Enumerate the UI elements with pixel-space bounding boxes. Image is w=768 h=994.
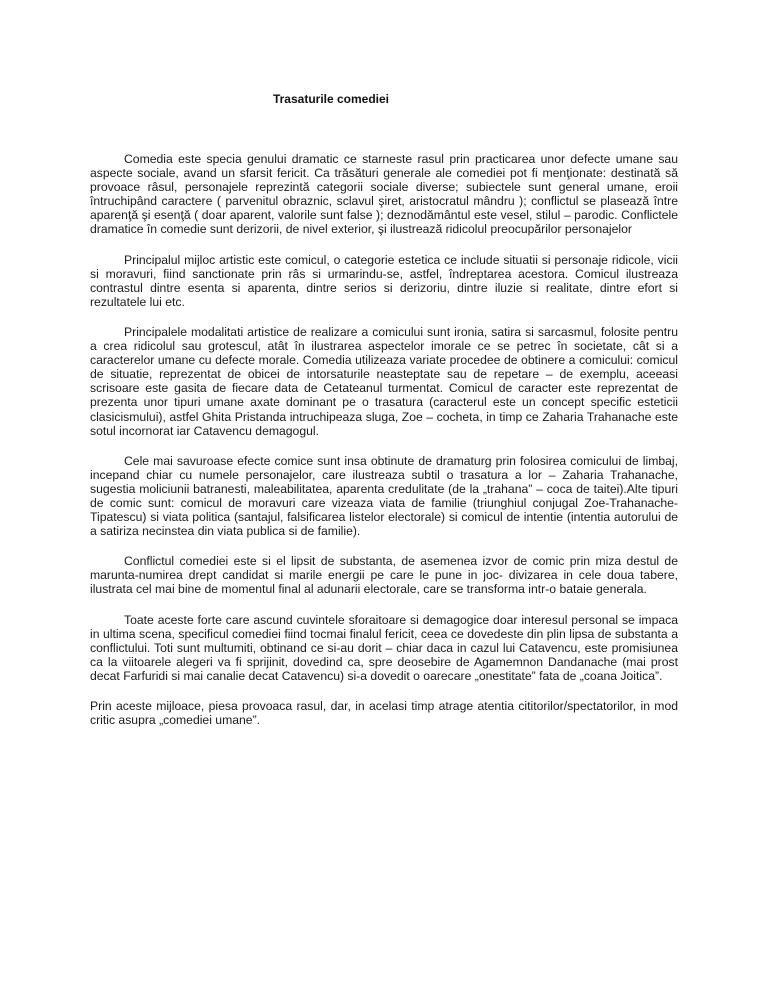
paragraph-conflict: Conflictul comediei este si el lipsit de substanta, de asemenea izvor de comic prin miza destul de marunta-numirea drept candidat si marile energii pe care le pune in joc- divizarea in cele doua tabere, ilustrata cel mai bine de momentul final al adunarii electorale, care se transforma intr-o bataie generala. — [90, 554, 678, 597]
paragraph-conclusion: Prin aceste mijloace, piesa provoaca rasul, dar, in acelasi timp atrage atentia cititorilor/spectatorilor, in mod critic asupra „comediei umane”. — [90, 699, 678, 728]
document-body — [90, 152, 678, 743]
paragraph-comic-device: Principalul mijloc artistic este comicul, o categorie estetica ce include situatii si personaje ridicole, vicii si moravuri, fiind sanctionate prin râs si urmarindu-se, astfel, îndreptarea acestora. Comicul ilustreaza contrastul dintre esenta si aparenta, dintre serios si derizoriu, dintre iluzie si realitate, dintre efort si rezultatele lui etc. — [90, 252, 678, 309]
paragraph-comedy-definition: Comedia este specia genului dramatic ce starneste rasul prin practicarea unor defecte umane sau aspecte sociale, avand un sfarsit fericit. Ca trăsături generale ale comediei pot fi menţionate: destinată să provoace râsul, personajele reprezintă categorii sociale diverse; subiectele sunt general umane, eroii întruchipând caractere ( parvenitul obraznic, sclavul şiret, aristocratul mândru ); conflictul se plasează între aparenţă şi esenţă ( doar aparent, valorile sunt false ); deznodământul este vesel, stilul – parodic. Conflictele dramatice în comedie sunt derizorii, de nivel exterior, şi ilustrează ridicolul preocupărilor personajelor — [90, 152, 678, 237]
paragraph-artistic-modes: Principalele modalitati artistice de realizare a comicului sunt ironia, satira si sarcasmul, folosite pentru a crea ridicolul sau grotescul, atât în ilustrarea aspectelor imorale ce se petrec în societate, cât si a caracterelor umane cu defecte morale. Comedia utilizeaza variate procedee de obtinere a comicului: comicul de situatie, reprezentat de obicei de intorsaturile neasteptate sau de repetare – de exemplu, aceeasi scrisoare este gasita de fiecare data de Cetateanul turmentat. Comicul de caracter este reprezentat de prezenta unor tipuri umane axate dominant pe o trasatura (caracterul este un concept specific esteticii clasicismului), astfel Ghita Pristanda intruchipeaza sluga, Zoe – cocheta, in timp ce Zaharia Trahanache este sotul incornorat iar Catavencu demagogul. — [90, 324, 678, 438]
paragraph-language-comic: Cele mai savuroase efecte comice sunt insa obtinute de dramaturg prin folosirea comicului de limbaj, incepand chiar cu numele personajelor, care ilustreaza subtil o trasatura a lor – Zaharia Trahanache, sugestia moliciunii batranesti, maleabilitatea, aparenta credulitate (de la „trahana” – coca de taitei).Alte tipuri de comic sunt: comicul de moravuri care vizeaza viata de familie (triunghiul conjugal Zoe-Trahanache-Tipatescu) si viata politica (santajul, falsificarea listelor electorale) si comicul de intentie (intentia autorului de a satiriza necinstea din viata publica si de familie). — [90, 453, 678, 539]
document-title: Trasaturile comediei — [272, 92, 390, 106]
paragraph-final-scene: Toate aceste forte care ascund cuvintele sforaitoare si demagogice doar interesul personal se impaca in ultima scena, specificul comediei fiind tocmai finalul fericit, ceea ce dovedeste din plin lipsa de substanta a conflictului. Toti sunt multumiti, obtinand ce si-au dorit – chiar daca in cazul lui Catavencu, este promisiunea ca la viitoarele alegeri va fi sprijinit, dovedind ca, spre deosebire de Agamemnon Dandanache (mai prost decat Farfuridi si mai canalie decat Catavencu) si-a dovedit o oarecare „onestitate” fata de „coana Joitica”. — [90, 612, 678, 683]
